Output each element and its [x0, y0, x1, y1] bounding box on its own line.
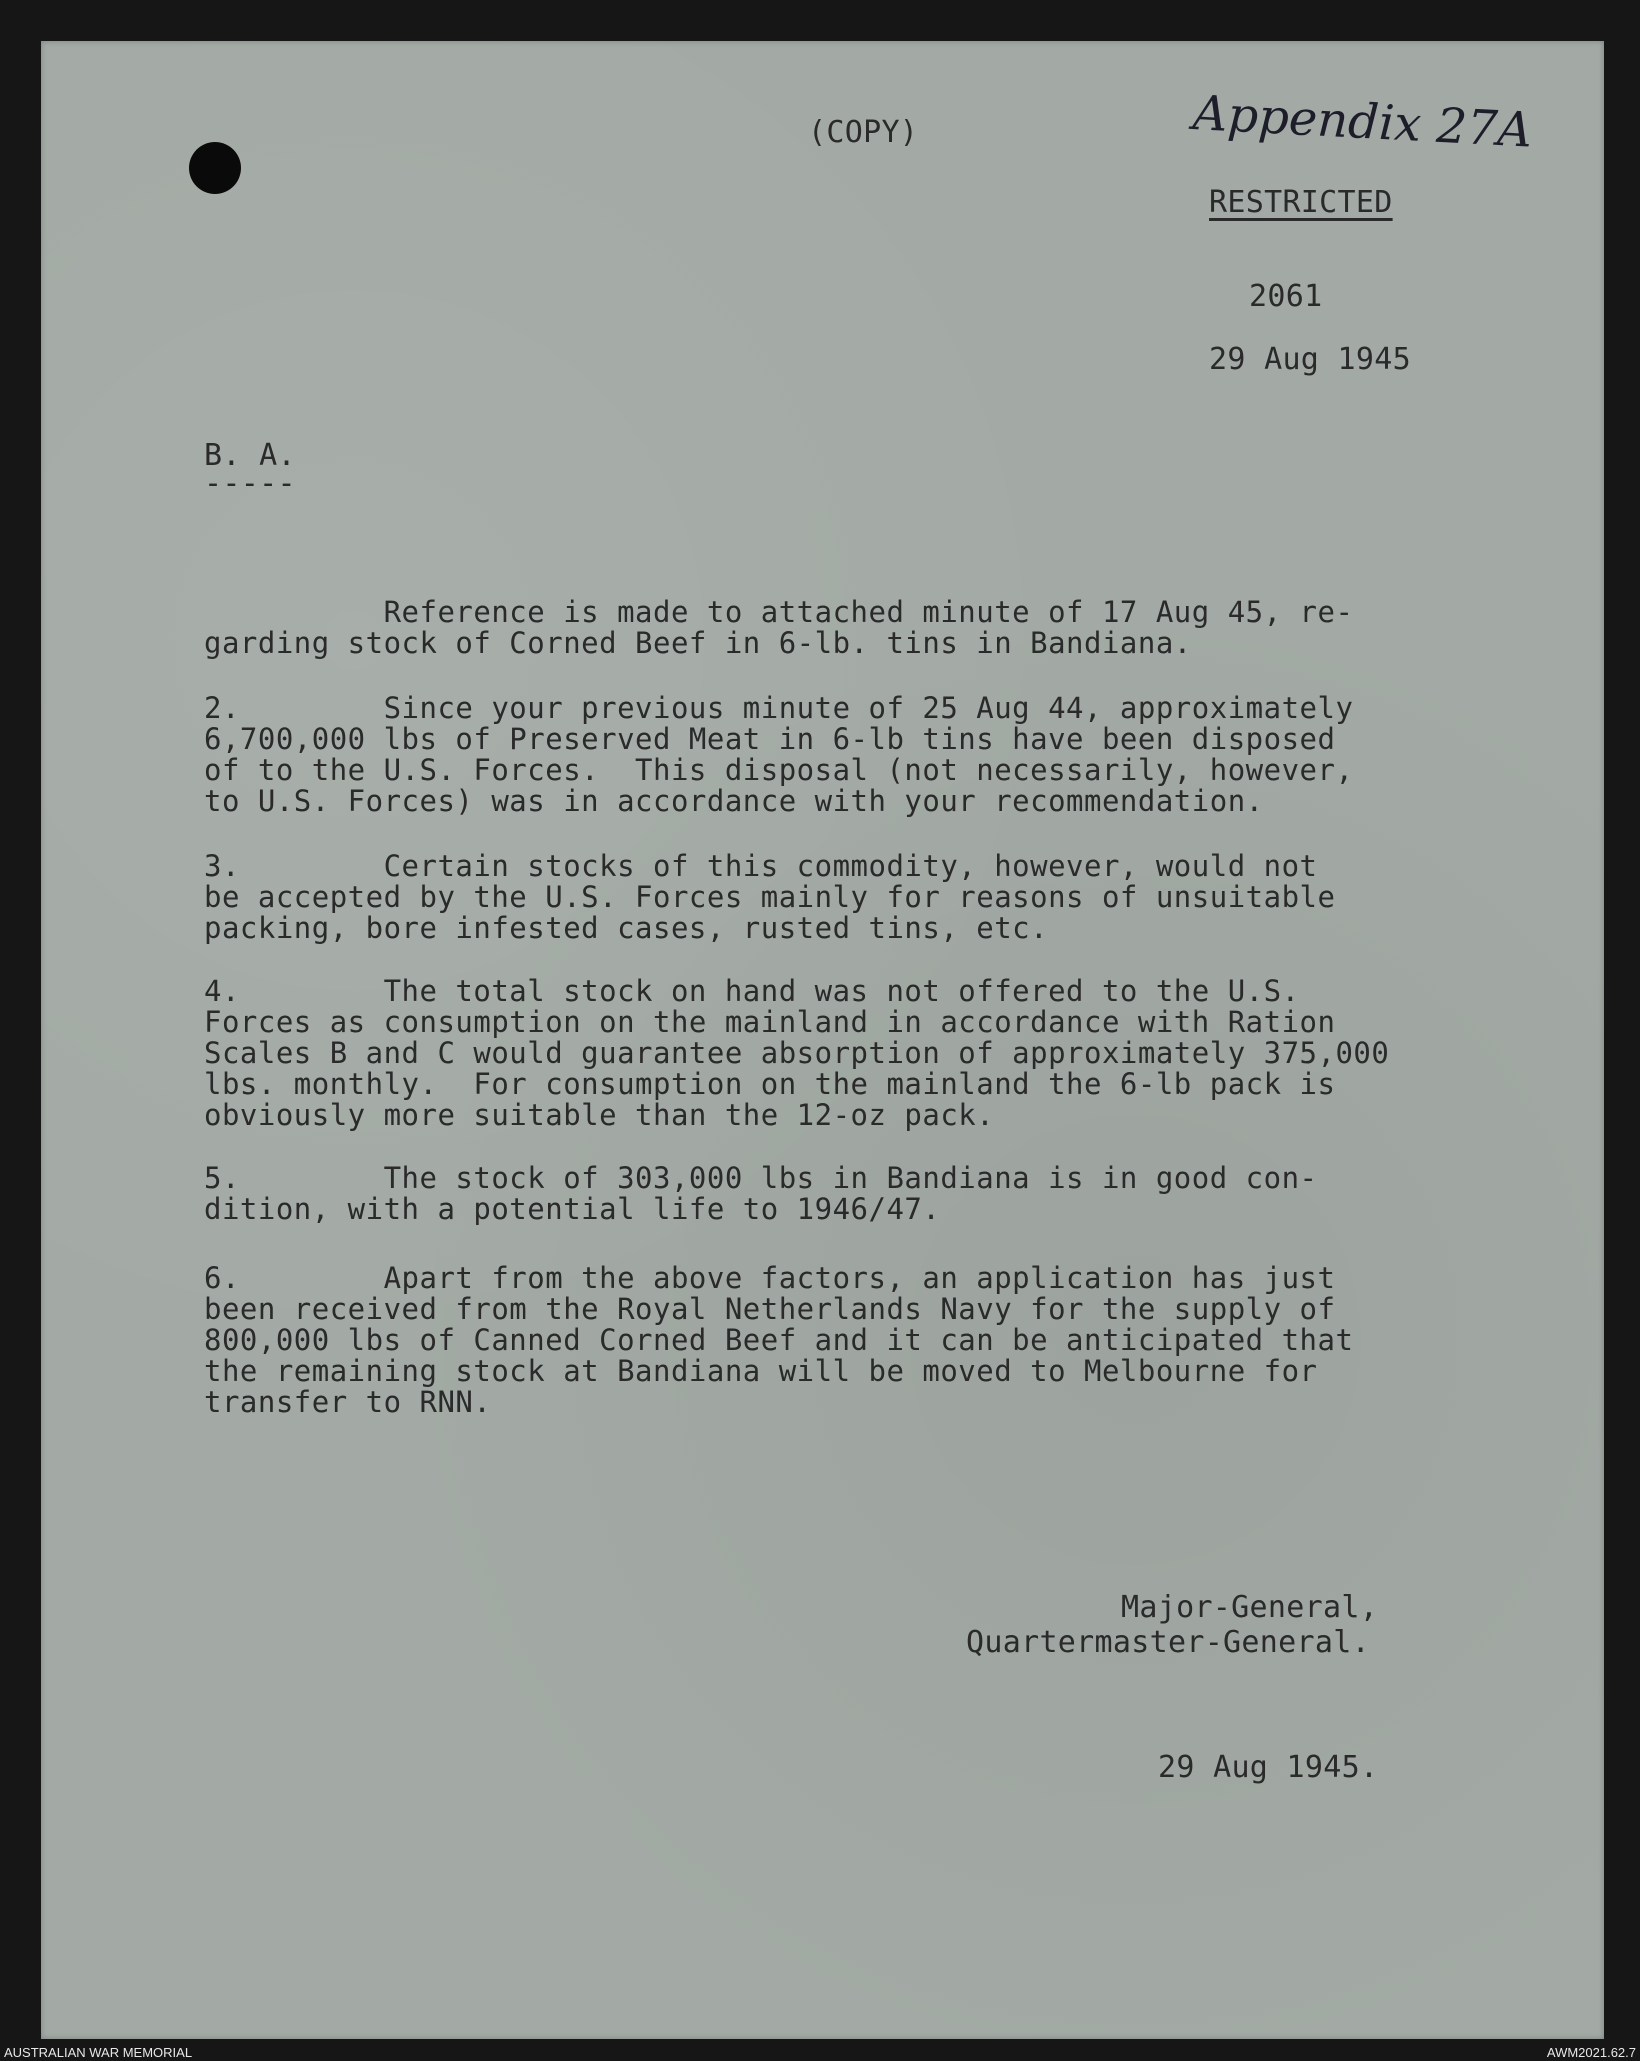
classification-label: RESTRICTED — [1209, 185, 1393, 220]
paragraph-line: transfer to RNN. — [204, 1385, 492, 1419]
handwritten-appendix-note: Appendix 27A — [1191, 85, 1534, 159]
paragraph-line: 3. Certain stocks of this commodity, however, would not — [204, 849, 1318, 883]
paragraph-2 — [204, 693, 1353, 817]
punch-hole — [189, 142, 241, 194]
addressee: B. A. — [204, 438, 296, 473]
paragraph-line: of to the U.S. Forces. This disposal (not necessarily, however, — [204, 753, 1354, 787]
paragraph-line: lbs. monthly. For consumption on the mainland the 6-lb pack is — [204, 1067, 1336, 1101]
paragraph-line: packing, bore infested cases, rusted tins, etc. — [204, 911, 1049, 945]
paragraph-line: 2. Since your previous minute of 25 Aug 44, approximately — [204, 691, 1354, 725]
paragraph-line: Scales B and C would guarantee absorption of approximately 375,000 — [204, 1036, 1390, 1070]
footer-accession-number: AWM2021.62.7 — [1546, 2045, 1636, 2060]
paragraph-5 — [204, 1163, 1318, 1225]
paragraph-4 — [204, 976, 1389, 1131]
paragraph-line: the remaining stock at Bandiana will be moved to Melbourne for — [204, 1354, 1318, 1388]
copy-mark: (COPY) — [808, 115, 919, 150]
paragraph-line: Reference is made to attached minute of 17 Aug 45, re- — [204, 595, 1354, 629]
addressee-rule: ----- — [204, 466, 296, 501]
paragraph-line: 4. The total stock on hand was not offered to the U.S. — [204, 974, 1300, 1008]
paragraph-line: garding stock of Corned Beef in 6-lb. tins in Bandiana. — [204, 626, 1192, 660]
footer-archive-name: AUSTRALIAN WAR MEMORIAL — [4, 2045, 193, 2060]
paragraph-line: 6. Apart from the above factors, an application has just — [204, 1261, 1336, 1295]
paragraph-1 — [204, 597, 1353, 659]
file-number: 2061 — [1249, 279, 1323, 314]
paragraph-line: been received from the Royal Netherlands Navy for the supply of — [204, 1292, 1336, 1326]
paragraph-line: Forces as consumption on the mainland in accordance with Ration — [204, 1005, 1336, 1039]
paragraph-line: to U.S. Forces) was in accordance with your recommendation. — [204, 784, 1264, 818]
signature-title: Quartermaster-General. — [966, 1625, 1370, 1660]
signature-date: 29 Aug 1945. — [1158, 1750, 1379, 1785]
paragraph-line: 6,700,000 lbs of Preserved Meat in 6-lb tins have been disposed — [204, 722, 1336, 756]
paragraph-line: 5. The stock of 303,000 lbs in Bandiana is in good con- — [204, 1161, 1318, 1195]
paragraph-line: be accepted by the U.S. Forces mainly for reasons of unsuitable — [204, 880, 1336, 914]
paragraph-line: 800,000 lbs of Canned Corned Beef and it can be anticipated that — [204, 1323, 1354, 1357]
paragraph-3 — [204, 851, 1335, 944]
paragraph-line: dition, with a potential life to 1946/47. — [204, 1192, 941, 1226]
document-sheet — [41, 41, 1604, 2039]
header-date: 29 Aug 1945 — [1209, 342, 1411, 377]
paragraph-6 — [204, 1263, 1353, 1418]
signature-rank: Major-General, — [1121, 1590, 1379, 1625]
paragraph-line: obviously more suitable than the 12-oz pack. — [204, 1098, 995, 1132]
